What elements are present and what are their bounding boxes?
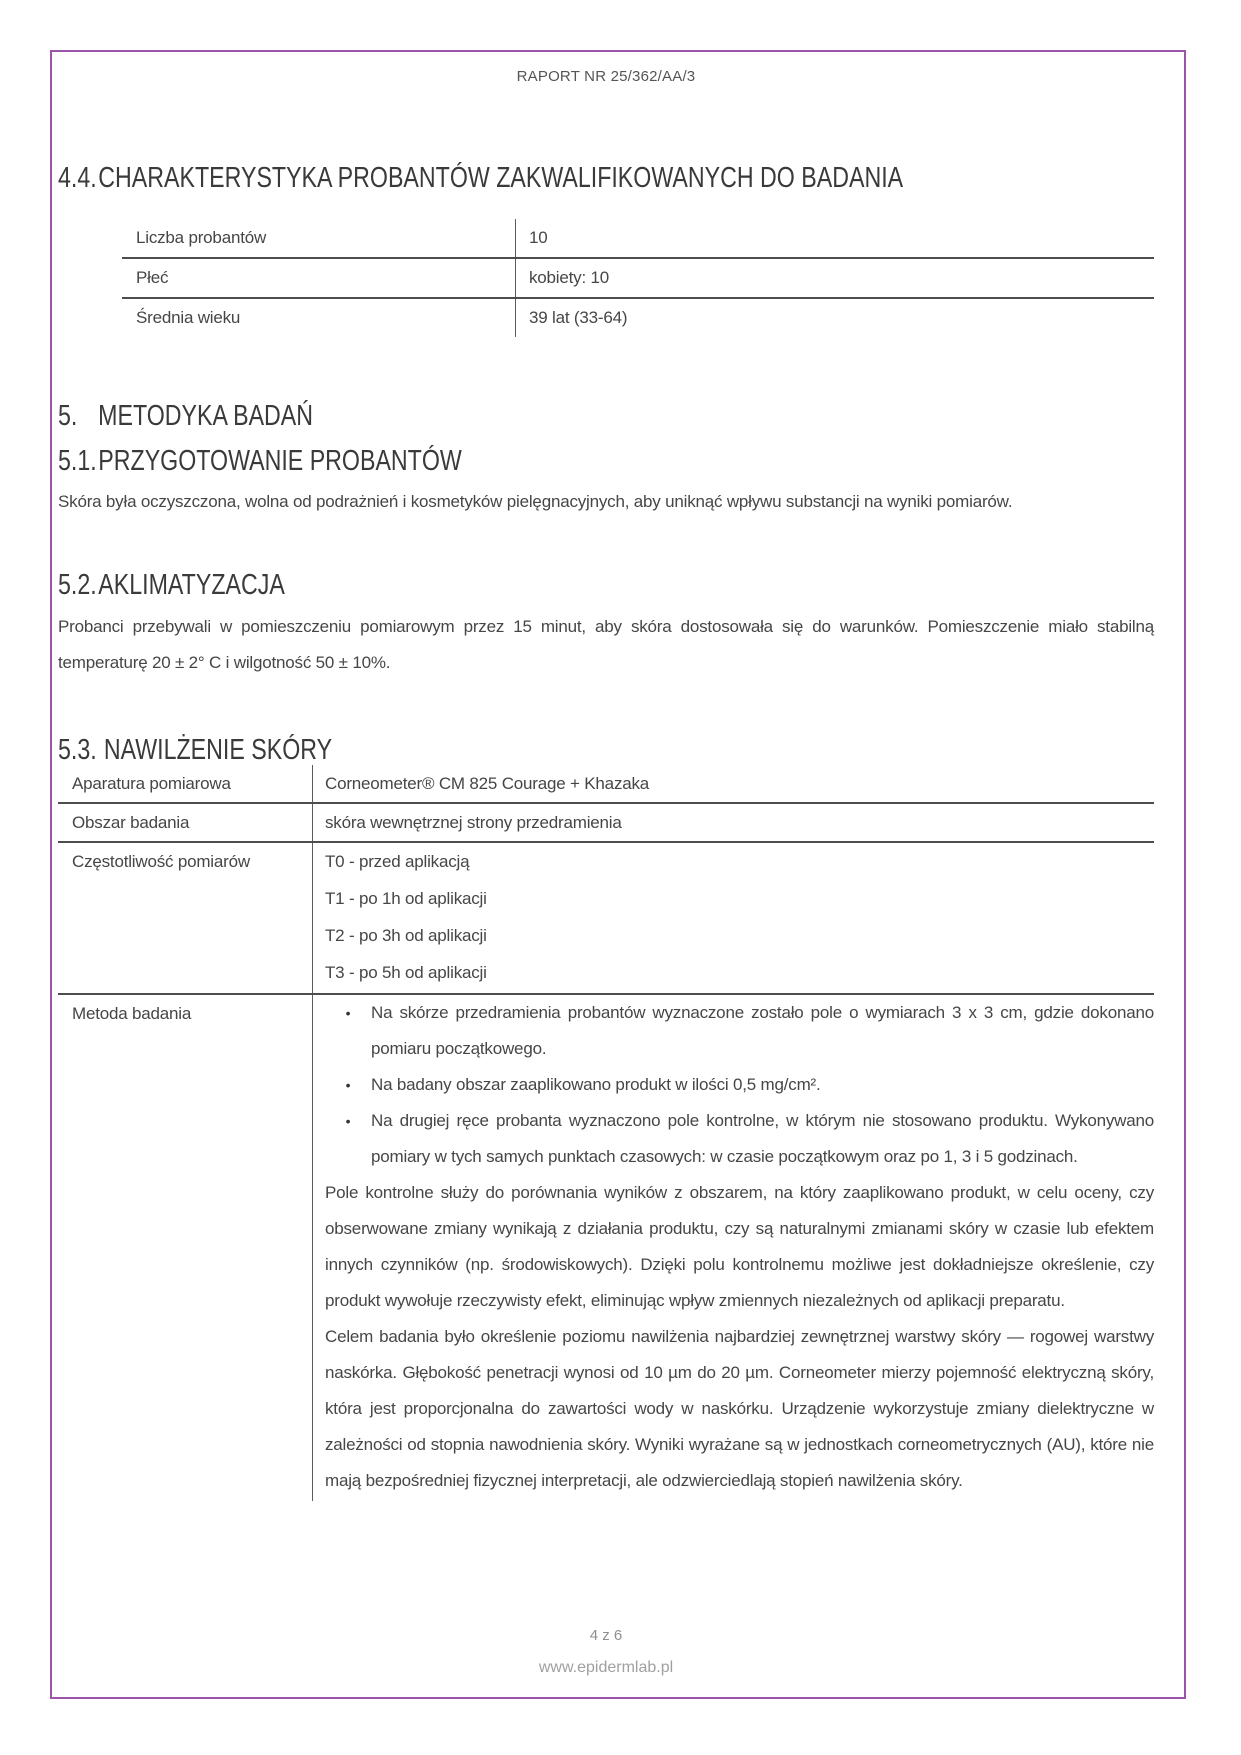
section-4-4-heading [58, 163, 935, 193]
page-footer [58, 1627, 1154, 1677]
row-value: 10 [515, 219, 1154, 257]
section-4-4-number: 4.4. [58, 162, 97, 194]
bullet-icon: • [345, 1077, 351, 1094]
section-5-2-number: 5.2. [58, 569, 97, 602]
method-bullet-item [325, 1103, 1154, 1175]
table-row [58, 804, 1154, 843]
table-row [122, 299, 1154, 337]
table-row [58, 843, 1154, 995]
table-row [122, 219, 1154, 259]
section-5-2-title: AKLIMATYZACJA [98, 569, 285, 602]
measurement-timepoint: T1 - po 1h od aplikacji [325, 889, 487, 909]
section-5-title: METODYKA BADAŃ [98, 400, 314, 433]
row-label: Liczba probantów [136, 228, 267, 248]
report-page [50, 50, 1186, 1699]
row-value: 39 lat (33-64) [515, 299, 1154, 337]
row-label: Płeć [136, 268, 169, 288]
row-label: Średnia wieku [136, 308, 241, 328]
method-paragraph: Pole kontrolne służy do porównania wyników z obszarem, na który zaaplikowano produkt, w celu oceny, czy obserwowane zmiany wynikają z działania produktu, czy są naturalnymi zmianami skóry w czasie lub efektem innych czynników (np. środowiskowych). Dzięki polu kontrolnemu możliwe jest dokładniejsze określenie, czy produkt wywołuje rzeczywisty efekt, eliminując wpływ zmiennych niezależnych od aplikacji preparatu. [325, 1183, 1154, 1311]
bullet-icon: • [345, 1005, 351, 1022]
row-label: Metoda badania [72, 1004, 192, 1024]
section-5-3-number: 5.3. [58, 733, 97, 766]
row-value: skóra wewnętrznej strony przedramienia [312, 804, 1154, 841]
method-paragraph: Celem badania było określenie poziomu nawilżenia najbardziej zewnętrznej warstwy skóry — rogowej warstwy naskórka. Głębokość penetracji wynosi od 10 µm do 20 µm. Corneometer mierzy pojemność elektryczną skóry, która jest proporcjonalna do zawartości wody w naskórku. Urządzenie wykorzystuje zmiany dielektryczne w zależności od stopnia nawodnienia skóry. Wyniki wyrażane są w jednostkach corneometrycznych (AU), które nie mają bezpośredniej fizycznej interpretacji, ale odzwierciedlają stopień nawilżenia skóry. [325, 1327, 1154, 1491]
row-label: Obszar badania [72, 812, 190, 832]
bullet-text: Na drugiej ręce probanta wyznaczono pole kontrolne, w którym nie stosowano produktu. Wykonywano pomiary w tych samych punktach czasowych: w czasie początkowym oraz po 1, 3 i 5 godzinach. [371, 1111, 1154, 1167]
section-5-3-heading [58, 735, 935, 765]
measurement-timepoint: T2 - po 3h od aplikacji [325, 926, 487, 946]
section-5-number: 5. [58, 400, 78, 433]
table-row [58, 995, 1154, 1501]
method-bullet-item [325, 1067, 1154, 1103]
bullet-icon: • [345, 1113, 351, 1130]
row-label: Aparatura pomiarowa [72, 773, 231, 793]
website-url: www.epidermlab.pl [538, 1659, 674, 1676]
section-5-1-heading [58, 446, 935, 476]
table-row [58, 765, 1154, 804]
table-row [122, 259, 1154, 299]
bullet-text: Na skórze przedramienia probantów wyznaczone zostało pole o wymiarach 3 x 3 cm, gdzie dokonano pomiaru początkowego. [371, 1003, 1154, 1059]
probands-characteristics-table [122, 219, 1154, 337]
row-value: Corneometer® CM 825 Courage + Khazaka [312, 765, 1154, 802]
skin-hydration-method-table [58, 765, 1154, 1501]
section-5-heading [58, 401, 935, 431]
row-value: kobiety: 10 [515, 259, 1154, 297]
method-bullet-item [325, 995, 1154, 1067]
report-number-header: RAPORT NR 25/362/AA/3 [516, 68, 696, 85]
bullet-text: Na badany obszar zaaplikowano produkt w ilości 0,5 mg/cm². [371, 1075, 821, 1095]
section-5-1-paragraph: Skóra była oczyszczona, wolna od podrażnień i kosmetyków pielęgnacyjnych, aby uniknąć wpływu substancji na wyniki pomiarów. [58, 492, 1013, 512]
measurement-timepoint: T0 - przed aplikacją [325, 852, 470, 872]
page-number: 4 z 6 [589, 1627, 623, 1644]
row-value [312, 995, 1154, 1501]
section-5-1-title: PRZYGOTOWANIE PROBANTÓW [98, 444, 462, 477]
row-value [312, 843, 1154, 993]
section-5-3-title: NAWILŻENIE SKÓRY [103, 733, 333, 766]
row-label: Częstotliwość pomiarów [72, 852, 250, 872]
section-5-2-paragraph: Probanci przebywali w pomieszczeniu pomiarowym przez 15 minut, aby skóra dostosowała się do warunków. Pomieszczenie miało stabilną temperaturę 20 ± 2° C i wilgotność 50 ± 10%. [58, 616, 1154, 672]
section-5-2-heading [58, 570, 935, 600]
page-content [52, 68, 1184, 1501]
section-5-1-number: 5.1. [58, 444, 97, 477]
section-4-4-title: CHARAKTERYSTYKA PROBANTÓW ZAKWALIFIKOWANYCH DO BADANIA [98, 162, 904, 194]
measurement-timepoint: T3 - po 5h od aplikacji [325, 963, 487, 983]
